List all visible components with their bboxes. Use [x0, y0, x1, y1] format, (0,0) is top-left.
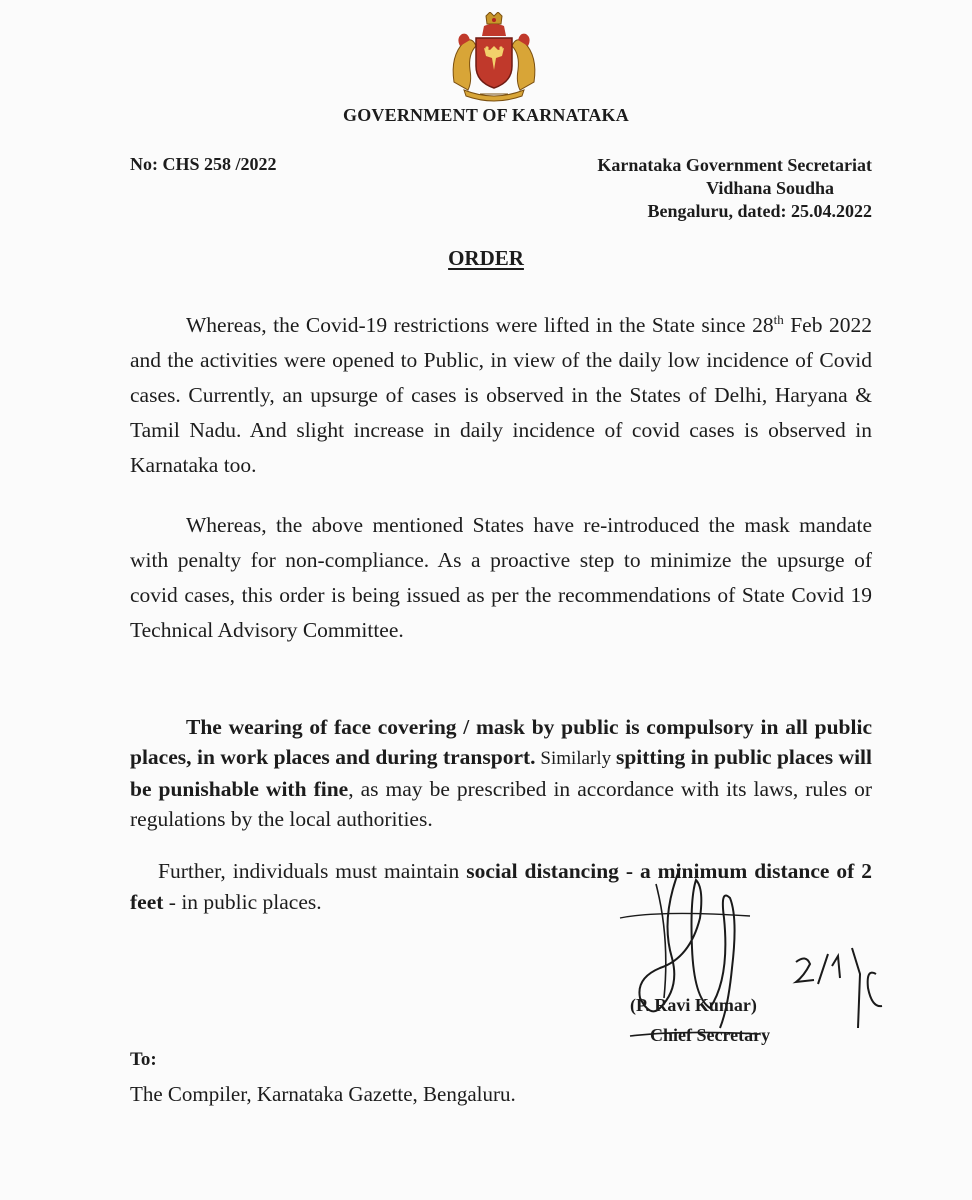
para1-text-a: Whereas, the Covid-19 restrictions were lifted in the State since 28 — [186, 313, 774, 337]
para4-rest: - in public places. — [163, 890, 322, 914]
para4-lead: Further, individuals must maintain — [158, 859, 467, 883]
paragraph-2: Whereas, the above mentioned States have re-introduced the mask mandate with penalty for non-compliance. As a proactive step to minimize the upsurge of covid cases, this order is being issued as per the recommendations of State Covid 19 Technical Advisory Committee. — [130, 513, 872, 642]
order-reference-number: No: CHS 258 /2022 — [130, 154, 277, 174]
order-heading: ORDER — [448, 246, 524, 270]
signatory-block — [630, 990, 770, 1050]
address-line-2: Vidhana Soudha — [706, 178, 834, 198]
recipient-text: The Compiler, Karnataka Gazette, Bengaluru. — [130, 1082, 516, 1106]
address-date-line: Bengaluru, dated: 25.04.2022 — [647, 201, 872, 221]
paragraph-3 — [130, 712, 872, 834]
recipient-label: To: — [130, 1049, 157, 1070]
karnataka-emblem-icon — [446, 12, 542, 102]
signatory-designation: Chief Secretary — [650, 1025, 771, 1045]
social-distancing-text: social distancing - a minimum distance of 2 feet — [130, 859, 872, 914]
spitting-fine-text: spitting in public places will be punishable with fine — [130, 745, 872, 801]
mask-mandate-text: The wearing of face covering / mask by public is compulsory in all public places, in work places and during transport. — [130, 715, 872, 769]
para1-superscript: th — [773, 311, 784, 327]
para1-text-b: Feb 2022 and the activities were opened to Public, in view of the daily low incidence of Covid cases. Currently, an upsurge of cases is observed in the States of Delhi, Haryana & Tamil Nadu. And slight increase in daily incidence of covid cases is observed in Karnataka too. — [130, 313, 872, 477]
para3-connector: Similarly — [535, 748, 616, 769]
paragraph-1 — [130, 308, 872, 483]
issuing-address — [597, 154, 872, 223]
address-line-1: Karnataka Government Secretariat — [597, 155, 872, 175]
signatory-name: (P. Ravi Kumar) — [630, 995, 757, 1015]
government-title: GOVERNMENT OF KARNATAKA — [343, 105, 629, 125]
para3-rest: , as may be prescribed in accordance with its laws, rules or regulations by the local authorities. — [130, 777, 872, 831]
